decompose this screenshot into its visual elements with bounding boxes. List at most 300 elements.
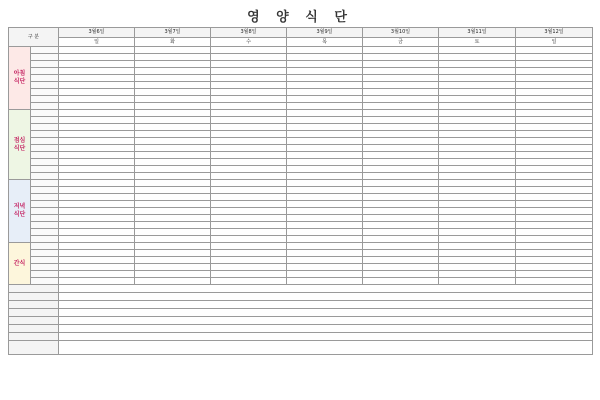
menu-cell bbox=[439, 250, 516, 257]
menu-cell bbox=[211, 138, 287, 145]
menu-cell bbox=[439, 229, 516, 236]
menu-cell bbox=[516, 173, 593, 180]
menu-cell bbox=[363, 264, 439, 271]
menu-cell bbox=[135, 131, 211, 138]
meal-group-label: 간식 bbox=[9, 243, 31, 285]
menu-cell bbox=[439, 152, 516, 159]
menu-cell bbox=[59, 243, 135, 250]
menu-cell bbox=[516, 250, 593, 257]
info-body bbox=[9, 285, 593, 355]
meal-group-label: 점심 식단 bbox=[9, 110, 31, 180]
menu-cell bbox=[211, 194, 287, 201]
menu-cell bbox=[363, 117, 439, 124]
menu-cell bbox=[287, 229, 363, 236]
menu-cell bbox=[363, 47, 439, 54]
menu-cell bbox=[439, 138, 516, 145]
menu-row bbox=[9, 180, 593, 187]
menu-cell bbox=[287, 173, 363, 180]
menu-cell bbox=[287, 75, 363, 82]
day-header: 화 bbox=[135, 38, 211, 47]
menu-cell bbox=[211, 187, 287, 194]
row-sub-label bbox=[31, 257, 59, 264]
menu-cell bbox=[135, 117, 211, 124]
info-row bbox=[9, 317, 593, 325]
menu-cell bbox=[287, 117, 363, 124]
menu-cell bbox=[516, 180, 593, 187]
menu-cell bbox=[439, 194, 516, 201]
menu-cell bbox=[59, 61, 135, 68]
menu-cell bbox=[59, 250, 135, 257]
date-header: 3월9일 bbox=[287, 28, 363, 38]
info-label bbox=[9, 341, 59, 355]
menu-cell bbox=[363, 82, 439, 89]
menu-cell bbox=[211, 103, 287, 110]
menu-cell bbox=[59, 131, 135, 138]
row-sub-label bbox=[31, 152, 59, 159]
menu-cell bbox=[439, 166, 516, 173]
menu-cell bbox=[287, 236, 363, 243]
info-row bbox=[9, 333, 593, 341]
menu-cell bbox=[211, 117, 287, 124]
menu-cell bbox=[516, 236, 593, 243]
menu-cell bbox=[59, 264, 135, 271]
menu-cell bbox=[363, 68, 439, 75]
info-text bbox=[59, 341, 593, 355]
menu-cell bbox=[211, 54, 287, 61]
menu-cell bbox=[135, 110, 211, 117]
menu-row bbox=[9, 173, 593, 180]
meal-group-label: 저녁 식단 bbox=[9, 180, 31, 243]
menu-cell bbox=[287, 124, 363, 131]
menu-cell bbox=[211, 96, 287, 103]
row-sub-label bbox=[31, 47, 59, 54]
menu-cell bbox=[363, 166, 439, 173]
menu-cell bbox=[135, 159, 211, 166]
menu-row bbox=[9, 103, 593, 110]
menu-cell bbox=[135, 229, 211, 236]
menu-cell bbox=[516, 117, 593, 124]
menu-cell bbox=[211, 257, 287, 264]
menu-cell bbox=[59, 222, 135, 229]
menu-row bbox=[9, 75, 593, 82]
menu-cell bbox=[363, 215, 439, 222]
menu-cell bbox=[439, 117, 516, 124]
date-header-row bbox=[9, 28, 593, 38]
menu-row bbox=[9, 82, 593, 89]
menu-cell bbox=[516, 47, 593, 54]
menu-cell bbox=[59, 96, 135, 103]
info-row bbox=[9, 301, 593, 309]
menu-cell bbox=[439, 61, 516, 68]
row-sub-label bbox=[31, 187, 59, 194]
menu-row bbox=[9, 257, 593, 264]
menu-cell bbox=[363, 89, 439, 96]
menu-cell bbox=[135, 194, 211, 201]
menu-row bbox=[9, 131, 593, 138]
menu-cell bbox=[287, 222, 363, 229]
menu-cell bbox=[287, 89, 363, 96]
menu-row bbox=[9, 61, 593, 68]
menu-cell bbox=[135, 47, 211, 54]
menu-cell bbox=[211, 236, 287, 243]
row-sub-label bbox=[31, 96, 59, 103]
menu-cell bbox=[439, 145, 516, 152]
menu-cell bbox=[363, 145, 439, 152]
menu-cell bbox=[211, 159, 287, 166]
row-sub-label bbox=[31, 110, 59, 117]
menu-cell bbox=[135, 180, 211, 187]
info-table bbox=[8, 284, 593, 355]
menu-cell bbox=[287, 82, 363, 89]
menu-cell bbox=[59, 194, 135, 201]
menu-cell bbox=[363, 194, 439, 201]
menu-cell bbox=[59, 187, 135, 194]
column-label: 구 분 bbox=[9, 28, 59, 47]
row-sub-label bbox=[31, 201, 59, 208]
menu-cell bbox=[211, 89, 287, 96]
menu-cell bbox=[516, 208, 593, 215]
menu-cell bbox=[135, 236, 211, 243]
menu-cell bbox=[135, 250, 211, 257]
menu-row bbox=[9, 117, 593, 124]
row-sub-label bbox=[31, 61, 59, 68]
info-label bbox=[9, 333, 59, 341]
menu-cell bbox=[211, 47, 287, 54]
menu-cell bbox=[363, 61, 439, 68]
row-sub-label bbox=[31, 82, 59, 89]
menu-cell bbox=[59, 215, 135, 222]
menu-cell bbox=[516, 222, 593, 229]
menu-cell bbox=[135, 173, 211, 180]
menu-cell bbox=[287, 54, 363, 61]
menu-cell bbox=[516, 159, 593, 166]
row-sub-label bbox=[31, 173, 59, 180]
menu-cell bbox=[59, 117, 135, 124]
info-text bbox=[59, 333, 593, 341]
menu-cell bbox=[363, 159, 439, 166]
menu-cell bbox=[439, 243, 516, 250]
menu-cell bbox=[516, 271, 593, 278]
row-sub-label bbox=[31, 145, 59, 152]
menu-row bbox=[9, 243, 593, 250]
info-row bbox=[9, 341, 593, 355]
row-sub-label bbox=[31, 229, 59, 236]
menu-cell bbox=[363, 96, 439, 103]
row-sub-label bbox=[31, 264, 59, 271]
menu-cell bbox=[135, 138, 211, 145]
menu-cell bbox=[287, 68, 363, 75]
menu-cell bbox=[439, 208, 516, 215]
menu-cell bbox=[363, 208, 439, 215]
menu-cell bbox=[135, 61, 211, 68]
day-header: 일 bbox=[516, 38, 593, 47]
menu-cell bbox=[135, 243, 211, 250]
menu-cell bbox=[287, 187, 363, 194]
menu-cell bbox=[439, 215, 516, 222]
row-sub-label bbox=[31, 138, 59, 145]
menu-cell bbox=[211, 173, 287, 180]
menu-cell bbox=[516, 61, 593, 68]
menu-row bbox=[9, 194, 593, 201]
menu-cell bbox=[59, 68, 135, 75]
menu-cell bbox=[287, 243, 363, 250]
menu-cell bbox=[211, 82, 287, 89]
menu-cell bbox=[135, 145, 211, 152]
row-sub-label bbox=[31, 250, 59, 257]
menu-cell bbox=[287, 110, 363, 117]
menu-cell bbox=[439, 124, 516, 131]
menu-cell bbox=[439, 201, 516, 208]
menu-cell bbox=[211, 229, 287, 236]
menu-cell bbox=[439, 82, 516, 89]
menu-cell bbox=[516, 124, 593, 131]
menu-row bbox=[9, 187, 593, 194]
info-row bbox=[9, 285, 593, 293]
meal-group-label: 아침 식단 bbox=[9, 47, 31, 110]
menu-cell bbox=[135, 68, 211, 75]
menu-cell bbox=[439, 257, 516, 264]
menu-cell bbox=[211, 110, 287, 117]
menu-body bbox=[9, 47, 593, 285]
menu-cell bbox=[439, 68, 516, 75]
menu-cell bbox=[516, 257, 593, 264]
menu-cell bbox=[287, 138, 363, 145]
row-sub-label bbox=[31, 194, 59, 201]
menu-cell bbox=[516, 264, 593, 271]
date-header: 3월10일 bbox=[363, 28, 439, 38]
info-label bbox=[9, 301, 59, 309]
menu-cell bbox=[516, 131, 593, 138]
menu-cell bbox=[363, 103, 439, 110]
menu-cell bbox=[287, 208, 363, 215]
menu-cell bbox=[59, 236, 135, 243]
menu-cell bbox=[135, 103, 211, 110]
menu-cell bbox=[211, 124, 287, 131]
menu-cell bbox=[59, 173, 135, 180]
row-sub-label bbox=[31, 243, 59, 250]
menu-cell bbox=[516, 145, 593, 152]
menu-cell bbox=[439, 75, 516, 82]
row-sub-label bbox=[31, 236, 59, 243]
menu-cell bbox=[439, 89, 516, 96]
menu-cell bbox=[287, 250, 363, 257]
menu-cell bbox=[363, 138, 439, 145]
menu-cell bbox=[211, 208, 287, 215]
menu-row bbox=[9, 68, 593, 75]
menu-cell bbox=[287, 180, 363, 187]
menu-cell bbox=[439, 236, 516, 243]
menu-row bbox=[9, 250, 593, 257]
menu-cell bbox=[363, 75, 439, 82]
menu-cell bbox=[287, 194, 363, 201]
menu-cell bbox=[439, 96, 516, 103]
menu-row bbox=[9, 54, 593, 61]
row-sub-label bbox=[31, 75, 59, 82]
info-label bbox=[9, 293, 59, 301]
menu-cell bbox=[287, 131, 363, 138]
menu-row bbox=[9, 145, 593, 152]
menu-cell bbox=[135, 215, 211, 222]
menu-cell bbox=[59, 145, 135, 152]
menu-row bbox=[9, 222, 593, 229]
menu-cell bbox=[363, 187, 439, 194]
info-text bbox=[59, 293, 593, 301]
row-sub-label bbox=[31, 271, 59, 278]
menu-cell bbox=[211, 271, 287, 278]
menu-cell bbox=[363, 271, 439, 278]
menu-row bbox=[9, 138, 593, 145]
menu-row bbox=[9, 264, 593, 271]
menu-cell bbox=[211, 215, 287, 222]
menu-cell bbox=[516, 54, 593, 61]
menu-cell bbox=[211, 243, 287, 250]
menu-cell bbox=[59, 201, 135, 208]
menu-cell bbox=[211, 145, 287, 152]
info-label bbox=[9, 285, 59, 293]
menu-cell bbox=[363, 257, 439, 264]
menu-cell bbox=[439, 47, 516, 54]
day-header-row bbox=[9, 38, 593, 47]
page-title: 영 양 식 단 bbox=[247, 10, 353, 25]
info-label bbox=[9, 325, 59, 333]
info-row bbox=[9, 325, 593, 333]
menu-cell bbox=[135, 264, 211, 271]
row-sub-label bbox=[31, 215, 59, 222]
menu-cell bbox=[287, 271, 363, 278]
menu-cell bbox=[287, 96, 363, 103]
info-text bbox=[59, 285, 593, 293]
menu-cell bbox=[135, 124, 211, 131]
date-header: 3월11일 bbox=[439, 28, 516, 38]
menu-sheet bbox=[8, 27, 592, 355]
menu-cell bbox=[135, 89, 211, 96]
menu-row bbox=[9, 201, 593, 208]
menu-cell bbox=[59, 89, 135, 96]
menu-cell bbox=[59, 152, 135, 159]
menu-cell bbox=[211, 152, 287, 159]
menu-cell bbox=[287, 152, 363, 159]
menu-row bbox=[9, 152, 593, 159]
menu-cell bbox=[135, 201, 211, 208]
menu-cell bbox=[287, 166, 363, 173]
menu-cell bbox=[59, 110, 135, 117]
menu-cell bbox=[59, 54, 135, 61]
menu-cell bbox=[363, 173, 439, 180]
menu-cell bbox=[211, 250, 287, 257]
menu-cell bbox=[135, 54, 211, 61]
menu-cell bbox=[135, 75, 211, 82]
menu-row bbox=[9, 110, 593, 117]
menu-cell bbox=[135, 82, 211, 89]
menu-cell bbox=[516, 89, 593, 96]
menu-cell bbox=[135, 271, 211, 278]
menu-cell bbox=[516, 243, 593, 250]
menu-row bbox=[9, 229, 593, 236]
menu-cell bbox=[363, 201, 439, 208]
menu-row bbox=[9, 124, 593, 131]
menu-cell bbox=[287, 103, 363, 110]
menu-cell bbox=[363, 54, 439, 61]
menu-cell bbox=[363, 236, 439, 243]
day-header: 목 bbox=[287, 38, 363, 47]
menu-cell bbox=[439, 103, 516, 110]
menu-cell bbox=[516, 187, 593, 194]
menu-cell bbox=[287, 159, 363, 166]
row-sub-label bbox=[31, 159, 59, 166]
menu-cell bbox=[516, 229, 593, 236]
date-header: 3월6일 bbox=[59, 28, 135, 38]
menu-cell bbox=[287, 201, 363, 208]
menu-cell bbox=[363, 250, 439, 257]
info-text bbox=[59, 309, 593, 317]
menu-cell bbox=[135, 96, 211, 103]
menu-row bbox=[9, 208, 593, 215]
menu-cell bbox=[59, 166, 135, 173]
menu-cell bbox=[439, 180, 516, 187]
menu-cell bbox=[59, 159, 135, 166]
menu-row bbox=[9, 166, 593, 173]
menu-cell bbox=[211, 180, 287, 187]
menu-cell bbox=[439, 222, 516, 229]
row-sub-label bbox=[31, 103, 59, 110]
menu-cell bbox=[59, 208, 135, 215]
menu-cell bbox=[59, 138, 135, 145]
menu-cell bbox=[135, 166, 211, 173]
menu-cell bbox=[211, 201, 287, 208]
menu-cell bbox=[439, 187, 516, 194]
date-header: 3월12일 bbox=[516, 28, 593, 38]
day-header: 일 bbox=[59, 38, 135, 47]
row-sub-label bbox=[31, 117, 59, 124]
menu-cell bbox=[135, 222, 211, 229]
menu-cell bbox=[59, 103, 135, 110]
menu-cell bbox=[287, 264, 363, 271]
row-sub-label bbox=[31, 54, 59, 61]
menu-row bbox=[9, 236, 593, 243]
menu-cell bbox=[516, 82, 593, 89]
menu-cell bbox=[363, 131, 439, 138]
menu-cell bbox=[211, 264, 287, 271]
menu-row bbox=[9, 271, 593, 278]
menu-cell bbox=[516, 194, 593, 201]
row-sub-label bbox=[31, 222, 59, 229]
menu-cell bbox=[59, 75, 135, 82]
menu-cell bbox=[439, 54, 516, 61]
menu-cell bbox=[211, 222, 287, 229]
menu-row bbox=[9, 159, 593, 166]
info-label bbox=[9, 317, 59, 325]
menu-cell bbox=[439, 264, 516, 271]
menu-cell bbox=[287, 145, 363, 152]
info-row bbox=[9, 309, 593, 317]
menu-cell bbox=[59, 257, 135, 264]
menu-cell bbox=[439, 110, 516, 117]
menu-cell bbox=[363, 124, 439, 131]
info-text bbox=[59, 301, 593, 309]
menu-cell bbox=[516, 96, 593, 103]
menu-cell bbox=[59, 47, 135, 54]
menu-cell bbox=[516, 201, 593, 208]
menu-cell bbox=[516, 152, 593, 159]
menu-cell bbox=[516, 110, 593, 117]
info-row bbox=[9, 293, 593, 301]
row-sub-label bbox=[31, 68, 59, 75]
menu-cell bbox=[363, 243, 439, 250]
menu-cell bbox=[439, 131, 516, 138]
menu-cell bbox=[59, 82, 135, 89]
menu-cell bbox=[287, 61, 363, 68]
menu-cell bbox=[59, 229, 135, 236]
